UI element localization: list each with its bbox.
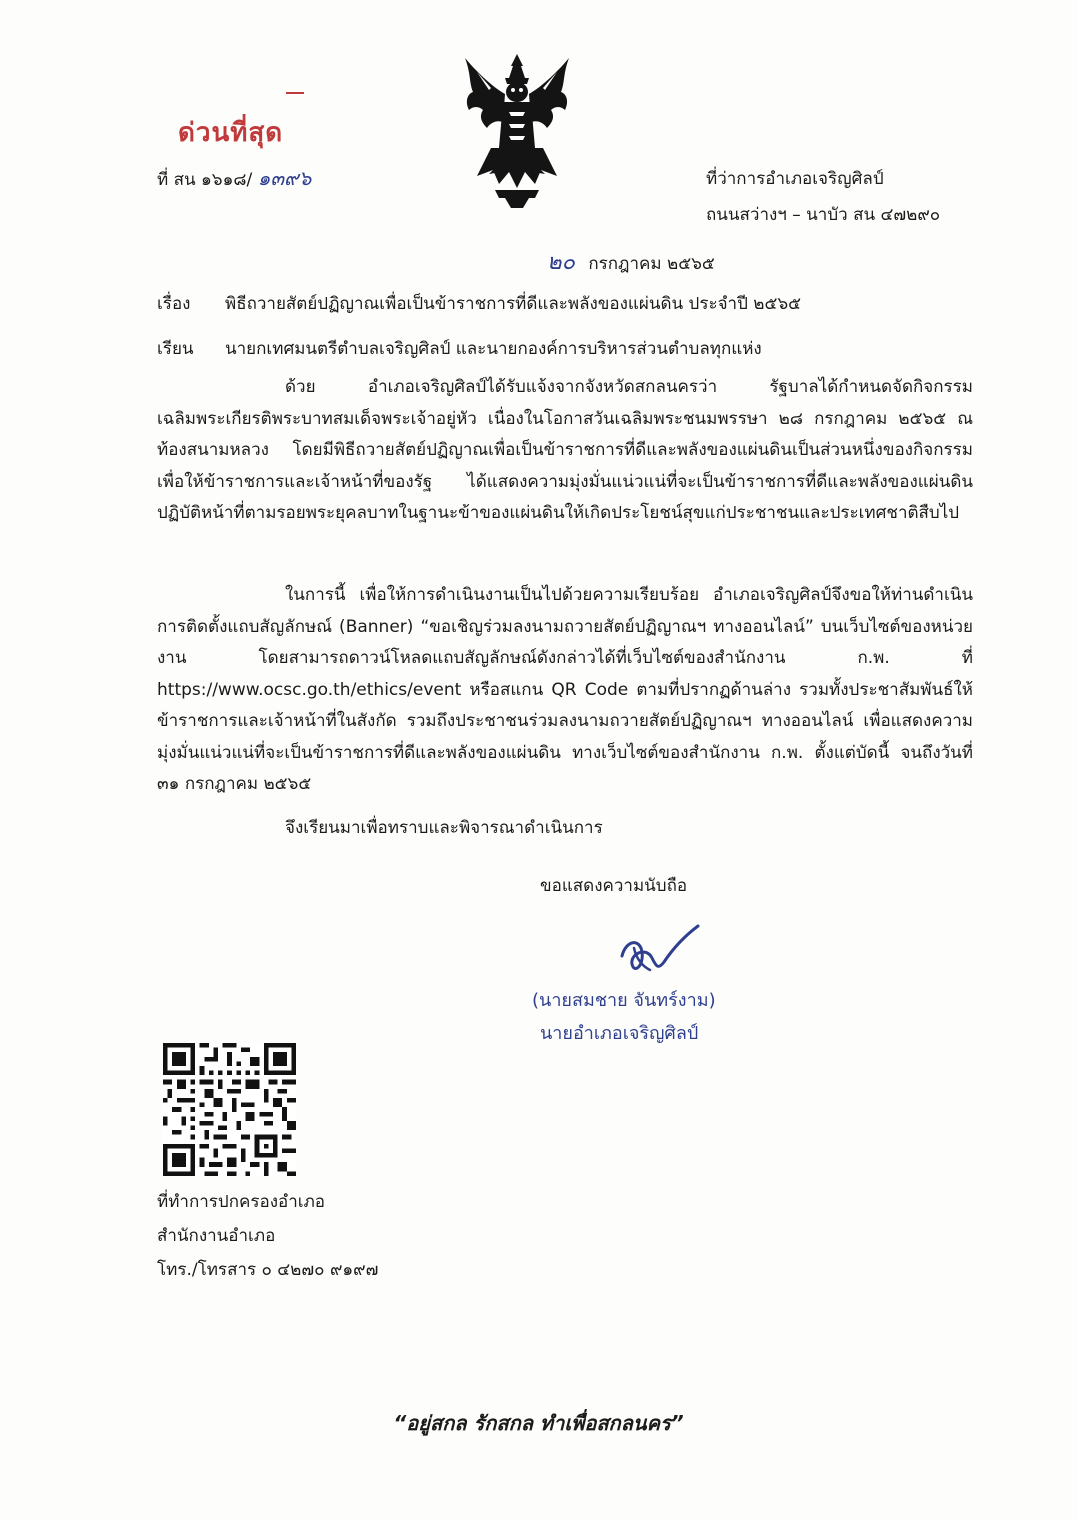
reference-number [157, 166, 311, 192]
letter-date [547, 251, 715, 276]
office-name: ที่ว่าการอำเภอเจริญศิลป์ [706, 169, 884, 189]
signature-mark [612, 918, 702, 978]
qr-code[interactable] [163, 1043, 296, 1176]
closing-phrase: ขอแสดงความนับถือ [540, 876, 688, 896]
signatory-title: นายอำเภอเจริญศิลป์ [540, 1023, 699, 1044]
body-paragraph-2: ในการนี้ เพื่อให้การดำเนินงานเป็นไปด้วยความเรียบร้อย อำเภอเจริญศิลป์จึงขอให้ท่านดำเนินการติดตั้งแถบสัญลักษณ์ (Banner) “ขอเชิญร่วมลงนามถวายสัตย์ปฏิญาณฯ ทางออนไลน์” บนเว็บไซต์ของหน่วยงาน โดยสามารถดาวน์โหลดแถบสัญลักษณ์ดังกล่าวได้ที่เว็บไซต์ของสำนักงาน ก.พ. ที่ https://www.ocsc.go.th/ethics/event หรือสแกน QR Code ตามที่ปรากฏด้านล่าง รวมทั้งประชาสัมพันธ์ให้ข้าราชการและเจ้าหน้าที่ในสังกัด รวมถึงประชาชนร่วมลงนามถวายสัตย์ปฏิญาณฯ ทางออนไลน์ เพื่อแสดงความมุ่งมั่นแน่วแน่ที่จะเป็นข้าราชการที่ดีและพลังของแผ่นดิน ทางเว็บไซต์ของสำนักงาน ก.พ. ตั้งแต่บัดนี้ จนถึงวันที่ ๓๑ กรกฎาคม ๒๕๖๕ [157, 585, 973, 794]
subject-text: พิธีถวายสัตย์ปฏิญาณเพื่อเป็นข้าราชการที่ดีและพลังของแผ่นดิน ประจำปี ๒๕๖๕ [225, 294, 802, 314]
date-day-handwritten: ๒๐ [547, 250, 575, 275]
urgency-stamp: ด่วนที่สุด [178, 118, 284, 148]
contact-phone: โทร./โทรสาร ๐ ๔๒๗๐ ๙๑๙๗ [157, 1260, 379, 1280]
reference-label: ที่ สน ๑๖๑๘/ [157, 170, 253, 190]
garuda-emblem-icon [461, 52, 573, 210]
signatory-name: (นายสมชาย จันทร์งาม) [532, 990, 716, 1011]
body-paragraph-1: ด้วย อำเภอเจริญศิลป์ได้รับแจ้งจากจังหวัดสกลนครว่า รัฐบาลได้กำหนดจัดกิจกรรมเฉลิมพระเกียรติพระบาทสมเด็จพระเจ้าอยู่หัว เนื่องในโอกาสวันเฉลิมพระชนมพรรษา ๒๘ กรกฎาคม ๒๕๖๕ ณ ท้องสนามหลวง โดยมีพิธีถวายสัตย์ปฏิญาณเพื่อเป็นข้าราชการที่ดีและพลังของแผ่นดินเป็นส่วนหนึ่งของกิจกรรม เพื่อให้ข้าราชการและเจ้าหน้าที่ของรัฐ ได้แสดงความมุ่งมั่นแน่วแน่ที่จะเป็นข้าราชการที่ดีและพลังของแผ่นดิน ปฏิบัติหน้าที่ตามรอยพระยุคลบาทในฐานะข้าของแผ่นดินให้เกิดประโยชน์สุขแก่ประชาชนและประเทศชาติสืบไป [157, 377, 974, 523]
contact-department: ที่ทำการปกครองอำเภอ [157, 1192, 326, 1212]
office-address: ถนนสว่างฯ – นาบัว สน ๔๗๒๙๐ [706, 205, 941, 225]
body-paragraph-3: จึงเรียนมาเพื่อทราบและพิจารณาดำเนินการ [285, 818, 603, 838]
recipient-text: นายกเทศมนตรีตำบลเจริญศิลป์ และนายกองค์การบริหารส่วนตำบลทุกแห่ง [225, 339, 762, 359]
recipient-label: เรียน [157, 339, 194, 359]
contact-office: สำนักงานอำเภอ [157, 1226, 276, 1246]
footer-motto: “อยู่สกล รักสกล ทำเพื่อสกลนคร” [393, 1411, 684, 1435]
reference-handwritten: ๑๓๙๖ [257, 166, 312, 190]
urgent-mark-stroke [286, 92, 304, 94]
date-month-year: กรกฎาคม ๒๕๖๕ [588, 254, 715, 274]
subject-label: เรื่อง [157, 294, 191, 314]
